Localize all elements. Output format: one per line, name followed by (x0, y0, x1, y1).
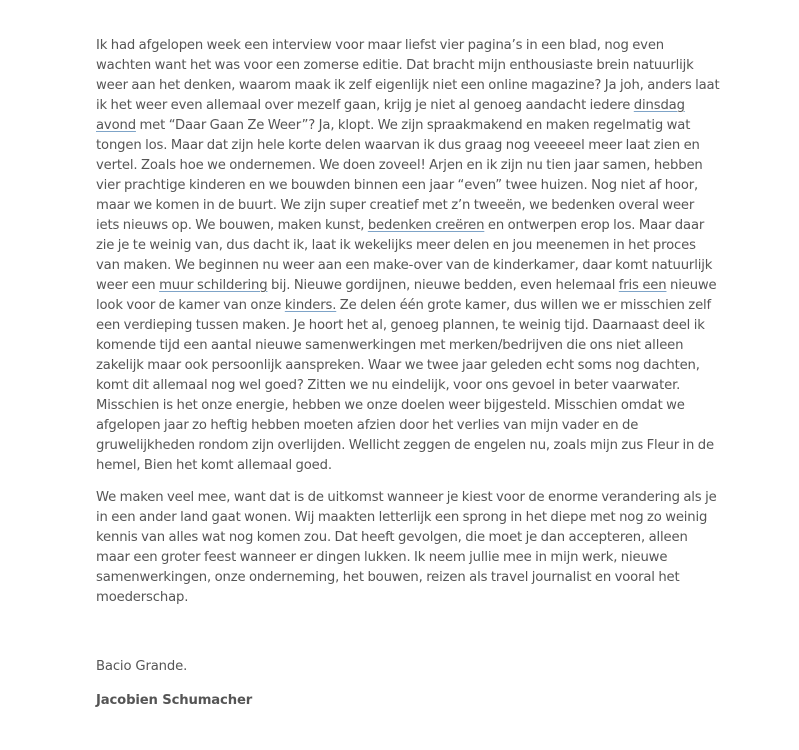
link-dinsdag-avond[interactable]: dinsdag avond (96, 98, 685, 133)
link-fris-een[interactable]: fris een (618, 278, 667, 293)
paragraph-text: en ontwerpen erop los. Maar daar zie je te weinig van, dus dacht ik, laat ik wekelijks meer delen en jou meenemen in het proces van maken. We beginnen nu weer aan een make-over van de kinderkamer, daar komt natuurlijk weer een (96, 218, 713, 293)
paragraph-text: Ze delen één grote kamer, dus willen we er misschien zelf een verdieping tussen maken. Je hoort het al, genoeg plannen, te weinig tijd. Daarnaast deel ik komende tijd een aantal nieuwe samenwerkingen met merken/bedrijven die ons niet alleen zakelijk maar ook persoonlijk aanspreken. Waar we twee jaar geleden echt soms nog dachten, komt dit allemaal nog wel goed? Zitten we nu eindelijk, voor ons gevoel in beter vaarwater. Misschien is het onze energie, hebben we onze doelen weer bijgesteld. Misschien omdat we afgelopen jaar zo heftig hebben moeten afzien door het verlies van mijn vader en de gruwelijkheden rondom zijn overlijden. Wellicht zeggen de engelen nu, zoals mijn zus Fleur in de hemel, Bien het komt allemaal goed. (96, 298, 714, 473)
paragraph-intro (96, 36, 720, 476)
author-signature: Jacobien Schumacher (96, 693, 253, 708)
paragraph-text: Ik had afgelopen week een interview voor maar liefst vier pagina’s in een blad, nog even wachten want het was voor een zomerse editie. Dat bracht mijn enthousiaste brein natuurlijk weer aan het denken, waarom maak ik zelf eigenlijk niet een online magazine? Ja joh, anders laat ik het weer even allemaal over mezelf gaan, krijg je niet al genoeg aandacht iedere (96, 38, 720, 113)
paragraph-second: We maken veel mee, want dat is de uitkomst wanneer je kiest voor de enorme verandering als je in een ander land gaat wonen. Wij maakten letterlijk een sprong in het diepe met nog zo weinig kennis van alles wat nog komen zou. Dat heeft gevolgen, die moet je dan accepteren, alleen maar een groter feest wanneer er dingen lukken. Ik neem jullie mee in mijn werk, nieuwe samenwerkingen, onze onderneming, het bouwen, reizen als travel journalist en vooral het moederschap. (96, 490, 717, 605)
article-body (96, 36, 720, 711)
paragraph-text: nieuwe look voor de kamer van onze (96, 278, 717, 313)
closing-line: Bacio Grande. (96, 659, 188, 674)
link-bedenken-creeren[interactable]: bedenken creëren (367, 218, 485, 233)
link-muur-schildering[interactable]: muur schildering (159, 278, 268, 293)
paragraph-text: met “Daar Gaan Ze Weer”? Ja, klopt. We zijn spraakmakend en maken regelmatig wat tongen los. Maar dat zijn hele korte delen waarvan ik dus graag nog veeeeel meer laat zien en vertel. Zoals hoe we ondernemen. We doen zoveel! Arjen en ik zijn nu tien jaar samen, hebben vier prachtige kinderen en we bouwden binnen een jaar “even” twee huizen. Nog niet af hoor, maar we komen in de buurt. We zijn super creatief met z’n tweeën, we bedenken overal weer iets nieuws op. We bouwen, maken kunst, (96, 118, 703, 233)
paragraph-text: bij. Nieuwe gordijnen, nieuwe bedden, even helemaal (267, 278, 619, 293)
link-kinders[interactable]: kinders. (284, 298, 337, 313)
